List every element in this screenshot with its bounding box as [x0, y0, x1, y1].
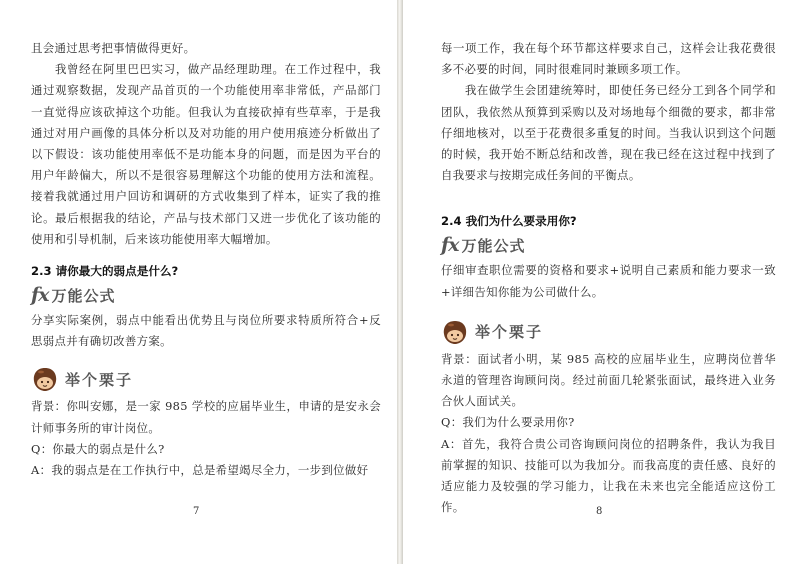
example-label: 举个栗子 — [475, 323, 544, 342]
paragraph: 我在做学生会团建统筹时，即使任务已经分工到各个同学和团队，我依然从预算到采购以及对场地每个细微的要求，都非常仔细地核对，以至于花费很多重复的时间。当我认识到这个问题的时候，我开始不断总结和改善，现在我已经在这过程中找到了自我要求与按期完成任务间的平衡点。 — [441, 83, 776, 183]
example-line: A：我的弱点是在工作执行中，总是希望竭尽全力，一步到位做好 — [31, 463, 369, 478]
example-heading — [441, 315, 776, 349]
example-line: 背景：你叫安娜，是一家 985 学校的应届毕业生，申请的是安永会计师事务所的审计岗位。 — [31, 399, 381, 435]
page-number: 7 — [193, 506, 200, 517]
formula-heading — [441, 230, 776, 260]
example-line: A：首先，我符合贵公司咨询顾问岗位的招聘条件，我认为我目前掌握的知识、技能可以为我加分。而我高度的责任感、良好的适应能力及较强的学习能力，让我在未来也完全能适应这份工作。 — [441, 436, 776, 515]
paragraph: 我曾经在阿里巴巴实习，做产品经理助理。在工作过程中，我通过观察数据，发现产品首页的一个功能使用率非常低，产品部门一直觉得应该砍掉这个功能。但我认为直接砍掉有些草率，于是我通过对用户画像的具体分析以及对功能的用户使用痕迹分析做出了以下假设：该功能使用率低不是功能本身的问题，而是因为平台的用户年龄偏大，所以不是很容易理解这个功能的使用方法和流程。接着我就通过用户回访和调研的方式收集到了样本，证实了我的推论。最后根据我的结论，产品与技术部门又进一步优化了该功能的使用和引导机制，后来该功能使用率大幅增加。 — [31, 62, 381, 246]
right-page — [403, 0, 800, 564]
section-title: 2.4 我们为什么要录用你? — [441, 214, 577, 229]
left-page — [0, 0, 397, 564]
paragraph: 且会通过思考把事情做得更好。 — [31, 41, 196, 55]
section-title: 2.3 请你最大的弱点是什么? — [31, 264, 179, 279]
example-line: 背景：面试者小明，某 985 高校的应届毕业生，应聘岗位普华永道的管理咨询顾问岗。经过前面几轮紧张面试，最终进入业务合伙人面试关。 — [441, 351, 776, 409]
fx-icon: fx — [31, 284, 49, 307]
formula-heading — [31, 280, 381, 310]
fx-icon: fx — [441, 234, 459, 257]
chestnut-icon — [31, 366, 59, 392]
formula-text: 分享实际案例，弱点中能看出优势且与岗位所要求特质所符合+反思弱点并有确切改善方案。 — [31, 313, 381, 349]
paragraph: 每一项工作，我在每个环节都这样要求自己，这样会让我花费很多不必要的时间，同时很难同时兼顾多项工作。 — [441, 41, 776, 77]
example-heading — [31, 362, 381, 396]
formula-label: 万能公式 — [461, 236, 526, 255]
chestnut-icon — [441, 319, 469, 345]
example-label: 举个栗子 — [65, 370, 134, 389]
formula-label: 万能公式 — [51, 286, 116, 305]
page-number: 8 — [596, 506, 603, 517]
example-line: Q：你最大的弱点是什么? — [31, 441, 165, 456]
example-line: Q：我们为什么要录用你? — [441, 415, 575, 430]
formula-text: 仔细审查职位需要的资格和要求+说明自己素质和能力要求一致+详细告知你能为公司做什么。 — [441, 263, 776, 299]
